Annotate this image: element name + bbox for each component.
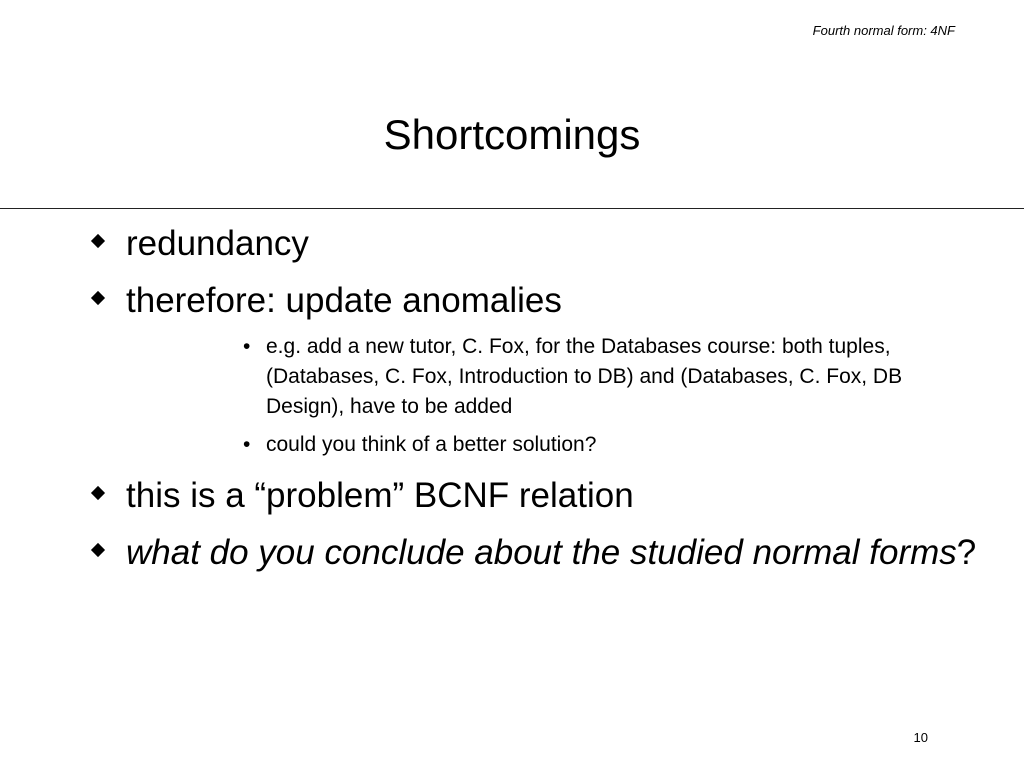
bullet-item [0, 222, 1024, 265]
bullet-item [0, 531, 1024, 574]
sub-bullet-text: e.g. add a new tutor, C. Fox, for the Databases course: both tuples, (Databases, C. Fox, Introduction to DB) and (Databases, C. Fox, DB Design), have to be added [266, 335, 903, 418]
diamond-bullet-icon [91, 543, 105, 557]
dot-bullet-icon: • [243, 335, 251, 358]
sub-bullet-list [0, 332, 1024, 460]
sub-bullet-item [0, 430, 1024, 460]
header-note: Fourth normal form: 4NF [812, 23, 955, 38]
dot-bullet-icon: • [243, 433, 251, 456]
diamond-bullet-icon [91, 486, 105, 500]
sub-bullet-text: could you think of a better solution? [266, 433, 597, 456]
diamond-bullet-icon [91, 234, 105, 248]
page-number: 10 [913, 730, 928, 745]
bullet-item [0, 279, 1024, 322]
slide-title: Shortcomings [383, 111, 641, 158]
title-divider [0, 208, 1024, 209]
bullet-text: this is a “problem” BCNF relation [126, 476, 634, 515]
sub-bullet-item [0, 332, 1024, 422]
bullet-list [0, 222, 1024, 588]
bullet-text-italic: what do you conclude about the studied normal forms [126, 533, 957, 572]
bullet-text: redundancy [126, 224, 309, 263]
diamond-bullet-icon [91, 291, 105, 305]
bullet-text: therefore: update anomalies [126, 281, 562, 320]
bullet-item [0, 474, 1024, 517]
bullet-text-suffix: ? [956, 533, 977, 572]
